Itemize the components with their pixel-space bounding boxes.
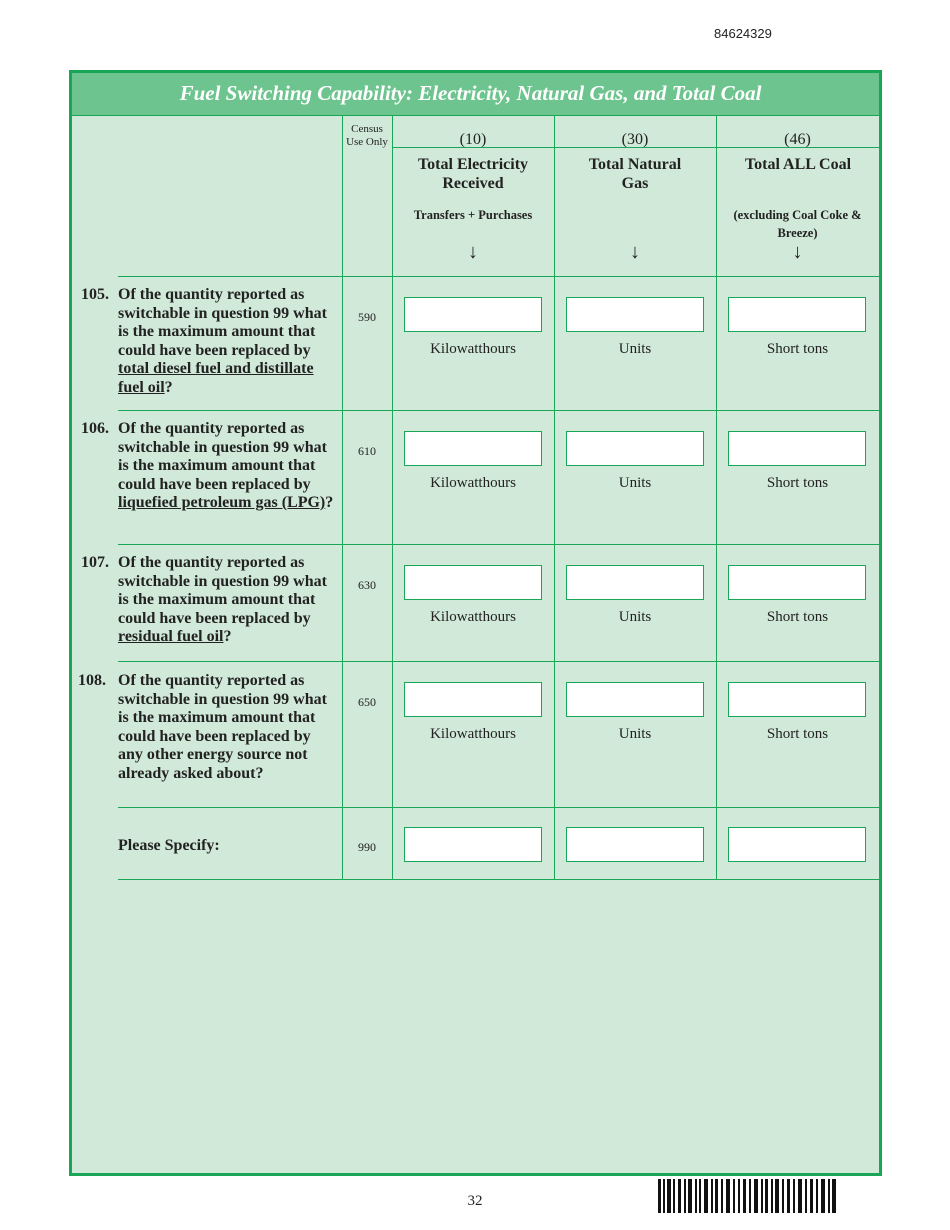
please-specify-label: Please Specify: [118, 837, 220, 854]
q107-electricity-input[interactable] [404, 565, 542, 600]
specify-electricity-input[interactable] [404, 827, 542, 862]
q108-coal-input[interactable] [728, 682, 866, 717]
q106-natural-gas-input[interactable] [566, 431, 704, 466]
q108-electricity-input[interactable] [404, 682, 542, 717]
unit-label: Units [618, 726, 652, 742]
census-code: 650 [358, 695, 376, 709]
down-arrow-icon: ↓ [630, 241, 640, 263]
question-number: 106. [81, 420, 109, 437]
section-title-bar [72, 73, 879, 116]
page-number: 32 [467, 1193, 483, 1209]
form-id-number: 84624329 [714, 26, 772, 41]
q107-coal-input[interactable] [728, 565, 866, 600]
question-number: 108. [78, 672, 106, 689]
question-number: 105. [81, 286, 109, 303]
question-text: Of the quantity reported as switchable in question 99 what is the maximum amount that could have been replaced by any other energy source not already asked about? [118, 672, 327, 782]
q105-natural-gas-input[interactable] [566, 297, 704, 332]
column-code-natural-gas: (30) [621, 131, 649, 148]
section-title: Fuel Switching Capability: Electricity, Natural Gas, and Total Coal [179, 81, 762, 105]
unit-label: Short tons [766, 726, 829, 742]
q108-natural-gas-input[interactable] [566, 682, 704, 717]
question-text: Of the quantity reported as switchable in question 99 what is the maximum amount that could have been replaced by total diesel fuel and distillate fuel oil? [118, 286, 327, 396]
question-number: 107. [81, 554, 109, 571]
column-subtitle-coal: (excluding Coal Coke & Breeze) [733, 208, 862, 240]
unit-label: Units [618, 475, 652, 491]
q105-electricity-input[interactable] [404, 297, 542, 332]
down-arrow-icon: ↓ [468, 241, 478, 263]
grid-line [118, 807, 879, 808]
unit-label: Units [618, 341, 652, 357]
unit-label: Kilowatthours [430, 475, 516, 491]
grid-line [342, 115, 343, 879]
column-code-electricity: (10) [459, 131, 487, 148]
census-use-only-label: Census Use Only [346, 123, 388, 148]
grid-line [118, 879, 879, 880]
specify-coal-input[interactable] [728, 827, 866, 862]
unit-label: Kilowatthours [430, 609, 516, 625]
unit-label: Units [618, 609, 652, 625]
census-code: 590 [358, 310, 376, 324]
form-frame [69, 70, 882, 1176]
grid-line [392, 115, 393, 879]
column-title-coal: Total ALL Coal [744, 156, 852, 173]
grid-line [118, 410, 879, 411]
q106-coal-input[interactable] [728, 431, 866, 466]
column-title-natural-gas: Total Natural Gas [588, 156, 682, 192]
column-code-coal: (46) [784, 131, 811, 148]
column-subtitle-electricity: Transfers + Purchases [413, 208, 533, 222]
unit-label: Short tons [766, 475, 829, 491]
q107-natural-gas-input[interactable] [566, 565, 704, 600]
question-text: Of the quantity reported as switchable in question 99 what is the maximum amount that could have been replaced by residual fuel oil? [118, 554, 327, 645]
down-arrow-icon: ↓ [792, 241, 803, 263]
census-code: 990 [358, 840, 376, 854]
grid-line [118, 544, 879, 545]
barcode-image [658, 1179, 836, 1213]
q105-coal-input[interactable] [728, 297, 866, 332]
grid-line [118, 661, 879, 662]
unit-label: Short tons [766, 341, 829, 357]
unit-label: Kilowatthours [430, 726, 516, 742]
grid-line [118, 276, 879, 277]
column-title-electricity: Total Electricity Received [417, 156, 529, 192]
unit-label: Short tons [766, 609, 829, 625]
q106-electricity-input[interactable] [404, 431, 542, 466]
grid-line [554, 115, 555, 879]
unit-label: Kilowatthours [430, 341, 516, 357]
grid-line [716, 115, 717, 879]
census-code: 630 [358, 578, 376, 592]
census-code: 610 [358, 444, 376, 458]
question-text: Of the quantity reported as switchable in question 99 what is the maximum amount that could have been replaced by liquefied petroleum gas (LPG)? [118, 420, 334, 511]
specify-natural-gas-input[interactable] [566, 827, 704, 862]
